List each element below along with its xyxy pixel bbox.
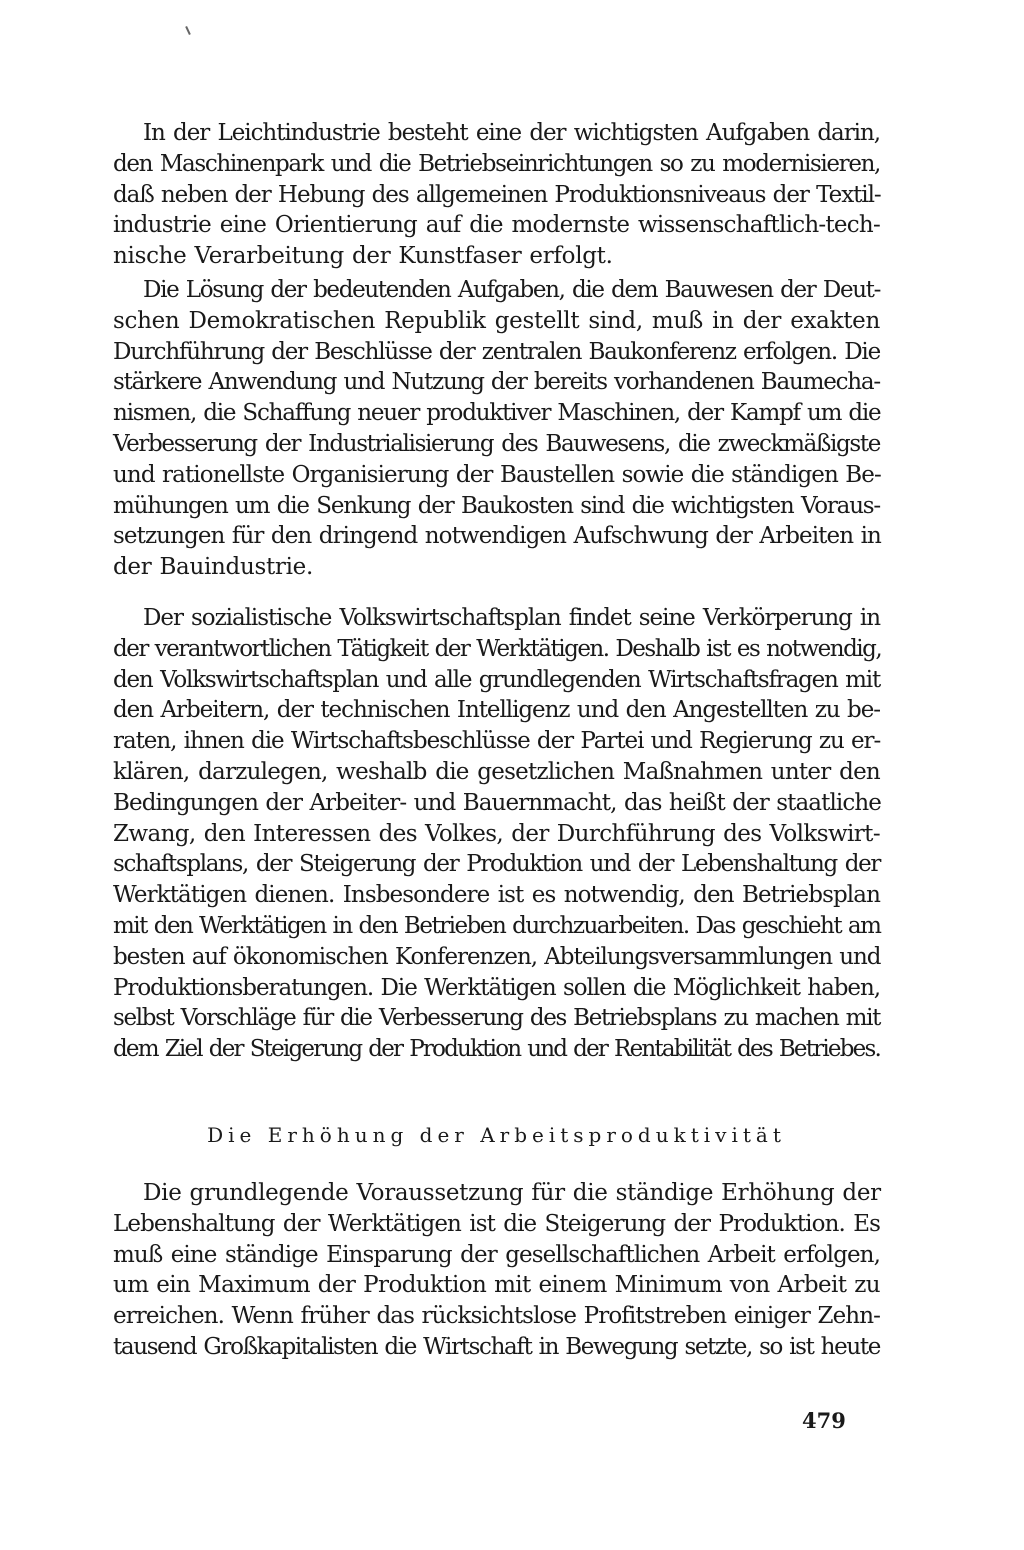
- text-line: klären, darzulegen, weshalb die gesetzlichen Maßnahmen unter den: [113, 758, 880, 785]
- text-line: nische Verarbeitung der Kunstfaser erfolgt.: [113, 243, 613, 270]
- text-line: schen Demokratischen Republik gestellt sind, muß in der exakten: [113, 307, 880, 334]
- text-line: Zwang, den Interessen des Volkes, der Durchführung des Volkswirt-: [113, 820, 880, 847]
- paragraph-construction: [113, 275, 880, 583]
- text-line: den Volkswirtschaftsplan und alle grundlegenden Wirtschaftsfragen mit: [113, 666, 880, 693]
- scan-speck: [185, 26, 191, 35]
- text-line: Bedingungen der Arbeiter- und Bauernmacht, das heißt der staatliche: [113, 789, 881, 816]
- text-line: daß neben der Hebung des allgemeinen Produktionsniveaus der Textil-: [113, 181, 881, 208]
- text-line: den Arbeitern, der technischen Intelligenz und den Angestellten zu be-: [113, 697, 880, 724]
- text-line: Lebenshaltung der Werktätigen ist die Steigerung der Produktion. Es: [113, 1210, 880, 1237]
- text-line: In der Leichtindustrie besteht eine der wichtigsten Aufgaben darin,: [143, 120, 880, 146]
- text-line: dem Ziel der Steigerung der Produktion und der Rentabilität des Betriebes.: [113, 1036, 880, 1063]
- text-line: selbst Vorschläge für die Verbesserung des Betriebsplans zu machen mit: [113, 1005, 880, 1032]
- text-line: setzungen für den dringend notwendigen Aufschwung der Arbeiten in: [113, 523, 881, 550]
- text-line: mit den Werktätigen in den Betrieben durchzuarbeiten. Das geschieht am: [113, 912, 881, 939]
- text-line: besten auf ökonomischen Konferenzen, Abteilungsversammlungen und: [113, 943, 881, 970]
- text-line: schaftsplans, der Steigerung der Produktion und der Lebenshaltung der: [113, 851, 880, 878]
- text-line: Verbesserung der Industrialisierung des Bauwesens, die zweckmäßigste: [113, 430, 880, 457]
- text-line: erreichen. Wenn früher das rücksichtslose Profitstreben einiger Zehn-: [113, 1303, 880, 1330]
- section-heading: Die Erhöhung der Arbeitsproduktivität: [207, 1123, 786, 1147]
- text-line: Der sozialistische Volkswirtschaftsplan findet seine Verkörperung in: [143, 605, 880, 631]
- text-line: Produktionsberatungen. Die Werktätigen sollen die Möglichkeit haben,: [113, 974, 880, 1001]
- text-line: der verantwortlichen Tätigkeit der Werktätigen. Deshalb ist es notwendig,: [113, 635, 882, 662]
- paragraph-economic-plan: [113, 603, 880, 1065]
- paragraph-productivity: [113, 1178, 880, 1363]
- text-line: und rationellste Organisierung der Baustellen sowie die ständigen Be-: [113, 461, 881, 488]
- text-line: der Bauindustrie.: [113, 554, 313, 581]
- text-line: tausend Großkapitalisten die Wirtschaft in Bewegung setzte, so ist heute: [113, 1333, 880, 1360]
- text-line: muß eine ständige Einsparung der gesellschaftlichen Arbeit erfolgen,: [113, 1241, 880, 1268]
- text-line: Die grundlegende Voraussetzung für die ständige Erhöhung der: [143, 1180, 881, 1206]
- text-line: um ein Maximum der Produktion mit einem Minimum von Arbeit zu: [113, 1272, 880, 1299]
- page-number: 479: [802, 1408, 846, 1433]
- paragraph-light-industry: [113, 118, 880, 272]
- text-line: Die Lösung der bedeutenden Aufgaben, die dem Bauwesen der Deut-: [143, 277, 880, 303]
- text-line: Werktätigen dienen. Insbesondere ist es notwendig, den Betriebsplan: [113, 882, 880, 909]
- text-line: industrie eine Orientierung auf die modernste wissenschaftlich-tech-: [113, 212, 880, 239]
- text-line: den Maschinenpark und die Betriebseinrichtungen so zu modernisieren,: [113, 150, 880, 177]
- text-line: mühungen um die Senkung der Baukosten sind die wichtigsten Voraus-: [113, 492, 880, 519]
- text-line: stärkere Anwendung und Nutzung der bereits vorhandenen Baumecha-: [113, 369, 880, 396]
- text-line: Durchführung der Beschlüsse der zentralen Baukonferenz erfolgen. Die: [113, 338, 880, 365]
- text-line: nismen, die Schaffung neuer produktiver Maschinen, der Kampf um die: [113, 400, 881, 427]
- text-line: raten, ihnen die Wirtschaftsbeschlüsse der Partei und Regierung zu er-: [113, 728, 881, 755]
